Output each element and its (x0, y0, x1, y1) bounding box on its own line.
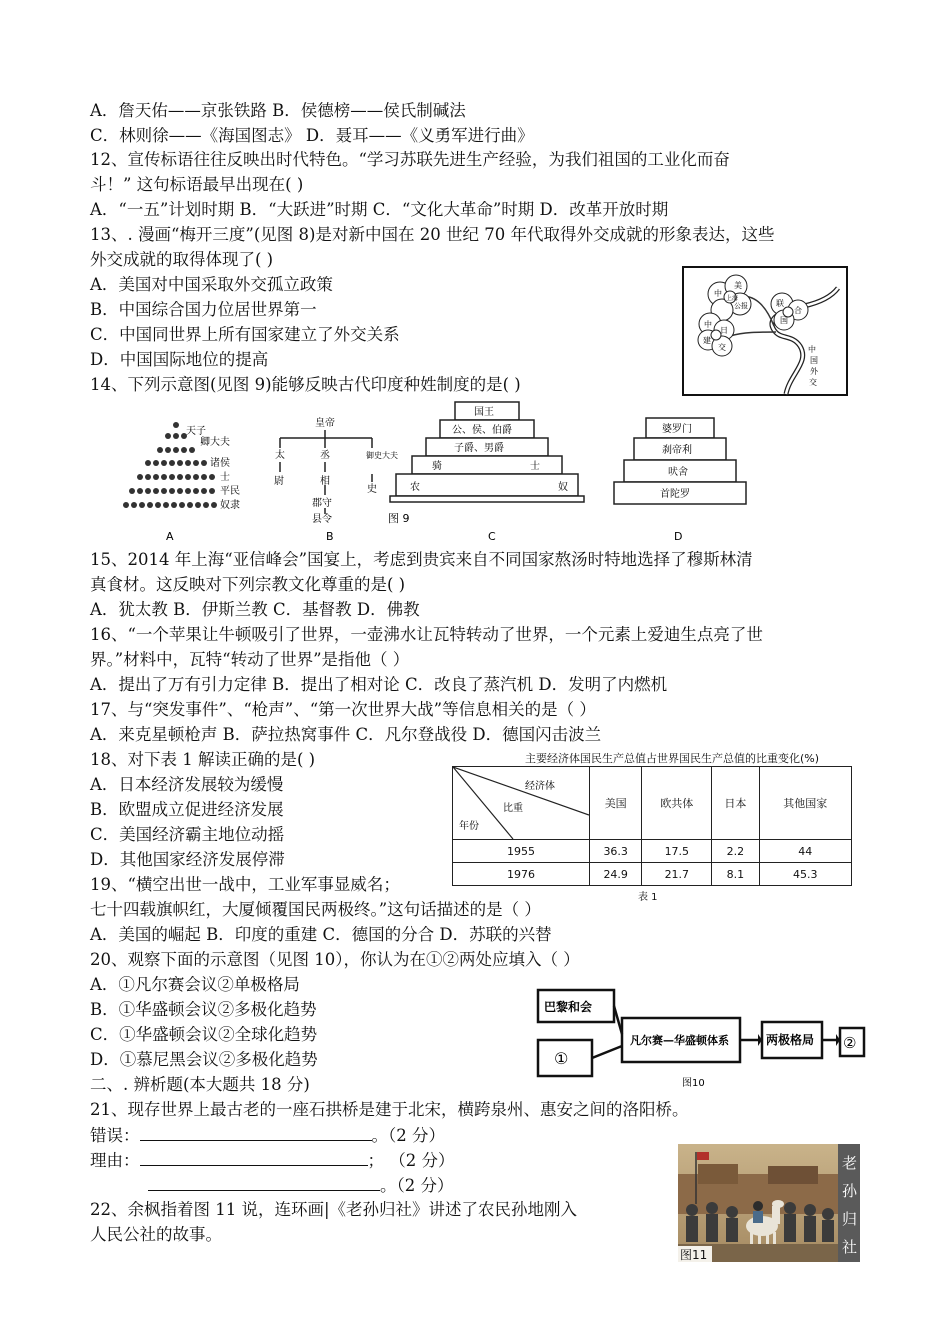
reason-answer-blank[interactable] (140, 1148, 368, 1166)
q18-option-d: D．其他国家经济发展停滞 (90, 850, 285, 869)
q19-stem-cont: 七十四载旗帜红，大厦倾覆国民两极终。”这句话描述的是（ ） (90, 900, 541, 919)
corner-label-2: 比重 (503, 803, 523, 814)
fig11-title-char-4: 社 (842, 1238, 858, 1256)
table-cell: 1955 (453, 840, 590, 863)
fig11-title-char-1: 老 (842, 1154, 858, 1172)
table-1-caption: 表 1 (638, 892, 658, 903)
table-header-cell: 欧共体 (642, 767, 712, 840)
diagram-b-label-8: 郡守 (312, 498, 332, 509)
figure-9-diagrams (100, 400, 760, 546)
corner-label-3: 年份 (459, 821, 479, 832)
q22-stem-cont: 人民公社的故事。 (90, 1225, 222, 1244)
table-corner-cell (453, 767, 590, 840)
corner-label-1: 经济体 (525, 781, 555, 792)
diagram-d-label-1: 婆罗门 (662, 424, 692, 435)
q13-option-c: C．中国同世界上所有国家建立了外交关系 (90, 325, 400, 344)
q15-stem: 15、2014 年上海“亚信峰会”国宴上，考虑到贵宾来自不同国家熬汤时特地选择了穆斯林清 (90, 550, 753, 569)
diagram-a-label-5: 平民 (220, 486, 240, 497)
figure-10-flow (536, 988, 866, 1092)
diagram-c-label-7: 奴 (558, 482, 568, 493)
diagram-b-label-6: 相 (320, 476, 330, 487)
diagram-b-labels (274, 416, 410, 525)
table-cell: 8.1 (712, 863, 759, 886)
diagram-letter-b: B (326, 530, 334, 543)
q21-stem: 21、现存世界上最古老的一座石拱桥是建于北宋，横跨泉州、惠安之间的洛阳桥。 (90, 1100, 689, 1119)
figure-8-cartoon (682, 266, 848, 396)
table-header-cell: 美国 (590, 767, 642, 840)
table-cell: 44 (759, 840, 852, 863)
figure-9-letters (166, 530, 682, 543)
diagram-a-label-1: 天子 (186, 426, 206, 437)
fig11-title-char-2: 孙 (842, 1182, 858, 1200)
error-label: 错误： (90, 1126, 140, 1145)
flower2-char-2: 合 (794, 306, 802, 315)
q18-option-a: A．日本经济发展较为缓慢 (90, 775, 284, 794)
diagram-letter-c: C (488, 530, 496, 543)
table-cell: 1976 (453, 863, 590, 886)
q20-option-a: A．①凡尔赛会议②单极格局 (90, 975, 300, 994)
q21-reason-line (90, 1148, 455, 1173)
fig10-blank-1: ① (554, 1049, 569, 1068)
diagram-b-label-9: 县令 (312, 514, 332, 525)
fig10-bipolar: 两极格局 (766, 1033, 815, 1047)
reason-points-2: 。（2 分） (380, 1176, 454, 1195)
table-cell: 45.3 (759, 863, 852, 886)
diagram-letter-a: A (166, 530, 174, 543)
q15-options: A．犹太教 B．伊斯兰教 C．基督教 D．佛教 (90, 600, 420, 619)
q18-stem: 18、对下表 1 解读正确的是( ) (90, 750, 316, 769)
diagram-b-label-4: 御史大夫 (366, 451, 398, 460)
figure-9-caption: 图 9 (388, 512, 410, 525)
diagram-c-label-5: 士 (530, 461, 540, 472)
flower3-char-3: 建 (703, 336, 711, 345)
diagram-a-label-6: 奴隶 (220, 500, 240, 511)
flower1-char-2: 美 (734, 281, 742, 290)
diagram-c-label-2: 公、侯、伯爵 (452, 425, 512, 436)
flower2-char-3: 国 (780, 316, 788, 325)
flower2-char-1: 联 (776, 299, 784, 308)
error-answer-blank[interactable] (140, 1123, 372, 1141)
q13-stem: 13、. 漫画“梅开三度”(见图 8)是对新中国在 20 世纪 70 年代取得外交成就的形象表达，这些 (90, 225, 775, 244)
q20-option-d: D．①慕尼黑会议②多极化趋势 (90, 1050, 318, 1069)
fig10-versailles-washington-system: 凡尔赛—华盛顿体系 (630, 1034, 729, 1047)
q11-options-ab: A．詹天佑——京张铁路 B．侯德榜——侯氏制碱法 (90, 101, 466, 120)
q18-option-c: C．美国经济霸主地位动摇 (90, 825, 285, 844)
diagram-b-label-7: 史 (367, 484, 377, 495)
flower1-char-3: 上海 (726, 295, 739, 302)
branch-char-4: 交 (809, 378, 817, 387)
q17-options: A．来克星顿枪声 B．萨拉热窝事件 C．凡尔登战役 D．德国闪击波兰 (90, 725, 602, 744)
table-1 (452, 752, 852, 903)
q13-option-a: A．美国对中国采取外交孤立政策 (90, 275, 333, 294)
fig11-title-char-3: 归 (842, 1210, 858, 1228)
table-row (453, 863, 852, 886)
diagram-a-pyramid (123, 422, 240, 511)
table-cell: 24.9 (590, 863, 642, 886)
diagram-c-label-6: 农 (410, 482, 420, 493)
q12-stem-cont: 斗！” 这句标语最早出现在( ) (90, 175, 304, 194)
diagram-c-label-1: 国王 (474, 407, 494, 418)
flower3-char-4: 交 (718, 343, 726, 352)
q12-stem: 12、宣传标语往往反映出时代特色。“学习苏联先进生产经验，为我们祖国的工业化而奋 (90, 150, 730, 169)
q13-option-d: D．中国国际地位的提高 (90, 350, 269, 369)
section2-heading: 二、. 辨析题(本大题共 18 分) (90, 1075, 310, 1094)
branch-char-1: 中 (808, 345, 816, 354)
branch-char-2: 国 (810, 356, 818, 365)
figure-11-comic-cover (678, 1144, 860, 1262)
q16-stem: 16、“一个苹果让牛顿吸引了世界，一壶沸水让瓦特转动了世界，一个元素上爱迪生点亮了世 (90, 625, 763, 644)
q20-option-c: C．①华盛顿会议②全球化趋势 (90, 1025, 318, 1044)
table-cell: 17.5 (642, 840, 712, 863)
q21-error-line (90, 1123, 445, 1148)
diagram-a-label-2: 卿大夫 (200, 437, 230, 448)
reason-points: ； （2 分） (367, 1151, 455, 1170)
q11-options-cd: C．林则徐——《海国图志》 D．聂耳——《义勇军进行曲》 (90, 126, 534, 145)
flower1-char-4: 公报 (734, 302, 748, 310)
q13-stem-cont: 外交成就的取得体现了( ) (90, 250, 274, 269)
q12-options: A．“一五”计划时期 B．“大跃进”时期 C．“文化大革命”时期 D．改革开放时期 (90, 200, 669, 219)
table-header-cell: 日本 (712, 767, 759, 840)
fig10-blank-2: ② (843, 1034, 857, 1052)
q13-option-b: B．中国综合国力位居世界第一 (90, 300, 317, 319)
diagram-b-label-2: 太 (275, 450, 285, 461)
diagram-letter-d: D (674, 530, 683, 543)
diagram-b-label-5: 尉 (274, 476, 284, 487)
table-row (453, 840, 852, 863)
fig10-caption: 图10 (682, 1078, 705, 1089)
q20-option-b: B．①华盛顿会议②多极化趋势 (90, 1000, 317, 1019)
table-cell: 21.7 (642, 863, 712, 886)
q22-stem: 22、余枫指着图 11 说，连环画|《老孙归社》讲述了农民孙地刚入 (90, 1200, 578, 1219)
table-1-title: 主要经济体国民生产总值占世界国民生产总值的比重变化(%) (524, 752, 820, 765)
table-1-grid (452, 766, 852, 886)
q20-stem: 20、观察下面的示意图（见图 10），你认为在①②两处应填入（ ） (90, 950, 580, 969)
diagram-d-label-3: 吠舍 (668, 467, 688, 478)
q21-reason-line-2 (90, 1173, 454, 1198)
diagram-b-label-1: 皇帝 (315, 418, 335, 429)
table-cell: 36.3 (590, 840, 642, 863)
branch-char-3: 外 (810, 367, 818, 376)
reason-label: 理由： (90, 1151, 140, 1170)
diagram-d-label-4: 首陀罗 (660, 489, 690, 500)
fig11-caption: 图11 (680, 1248, 708, 1262)
q15-stem-cont: 真食材。这反映对下列宗教文化尊重的是( ) (90, 575, 406, 594)
diagram-a-label-4: 士 (220, 472, 230, 483)
q18-option-b: B．欧盟成立促进经济发展 (90, 800, 284, 819)
q16-stem-cont: 界。”材料中，瓦特“转动了世界”是指他（ ） (90, 650, 410, 669)
q17-stem: 17、与“突发事件”、“枪声”、“第一次世界大战”等信息相关的是（ ） (90, 700, 596, 719)
diagram-d-label-2: 刹帝利 (662, 445, 692, 456)
diagram-c-label-4: 骑 (432, 461, 442, 472)
table-header-cell: 其他国家 (759, 767, 852, 840)
q16-options: A．提出了万有引力定律 B．提出了相对论 C．改良了蒸汽机 D．发明了内燃机 (90, 675, 668, 694)
q19-options: A．美国的崛起 B．印度的重建 C．德国的分合 D．苏联的兴替 (90, 925, 552, 944)
fig10-paris-conference: 巴黎和会 (544, 1000, 593, 1014)
flower1-char-1: 中 (714, 289, 722, 298)
table-cell: 2.2 (712, 840, 759, 863)
reason-answer-blank-2[interactable] (148, 1173, 380, 1191)
corner-diagonals (453, 767, 589, 839)
q14-stem: 14、下列示意图(见图 9)能够反映古代印度种姓制度的是( ) (90, 375, 521, 394)
diagram-b-label-3: 丞 (320, 450, 330, 461)
flower3-char-2: 日 (720, 326, 728, 335)
error-points: 。（2 分） (371, 1126, 445, 1145)
q19-stem: 19、“横空出世一战中，工业军事显威名； (90, 875, 400, 894)
flower3-char-1: 中 (704, 320, 712, 329)
diagram-c-label-3: 子爵、男爵 (454, 443, 504, 454)
diagram-a-label-3: 诸侯 (210, 458, 230, 469)
